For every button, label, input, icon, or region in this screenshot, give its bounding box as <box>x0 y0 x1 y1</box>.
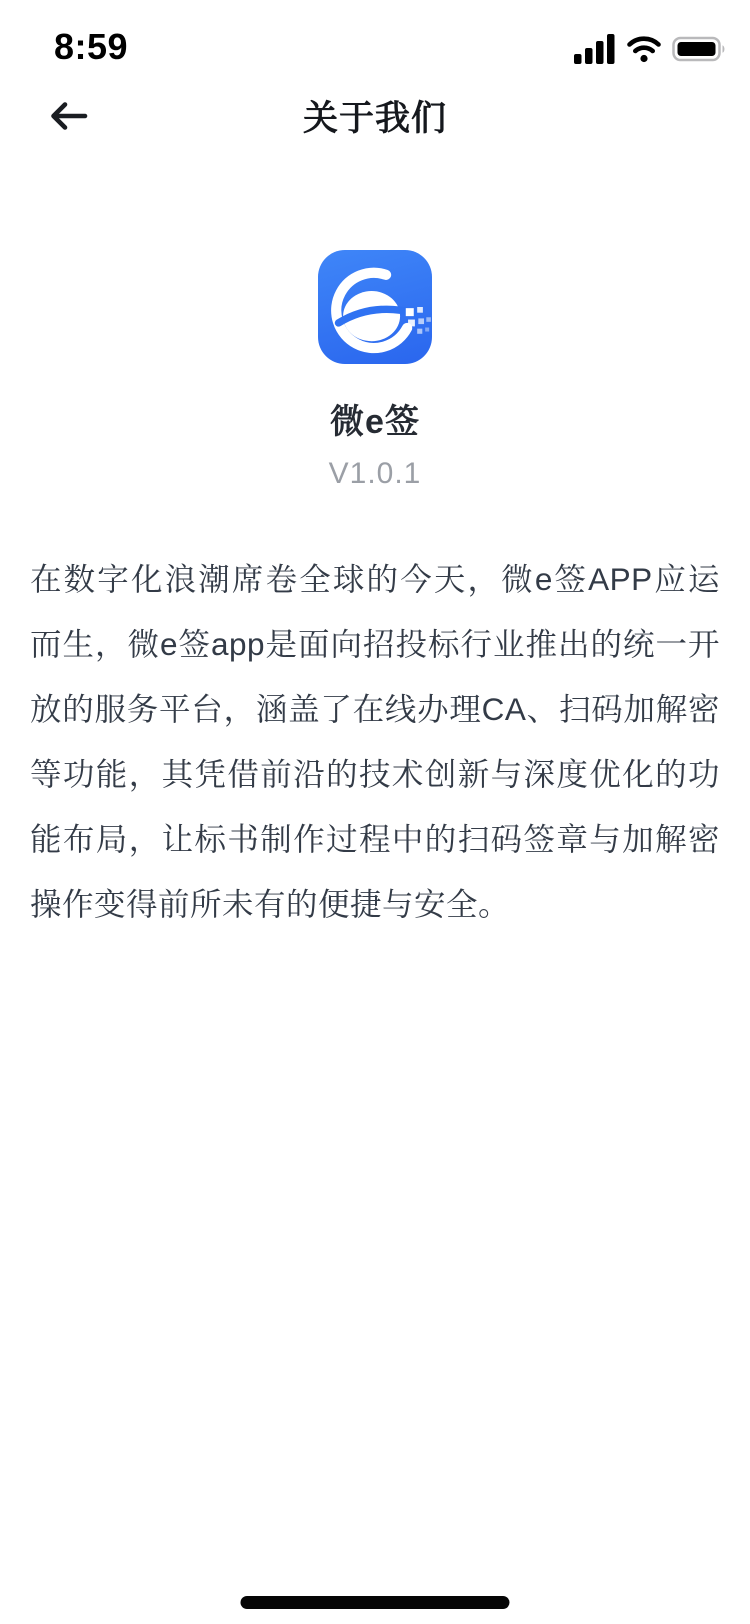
status-icons <box>574 34 726 68</box>
wifi-icon <box>626 36 662 63</box>
navigation-bar <box>0 72 750 160</box>
back-button[interactable] <box>40 91 96 141</box>
status-bar <box>0 0 750 72</box>
app-name: 微e签 <box>330 403 420 441</box>
app-version: V1.0.1 <box>328 457 422 490</box>
about-content <box>0 250 750 937</box>
status-time: 8:59 <box>54 26 129 67</box>
arrow-left-icon <box>48 121 88 136</box>
battery-icon <box>672 36 726 62</box>
home-indicator[interactable] <box>241 1596 510 1609</box>
cellular-signal-icon <box>574 34 616 64</box>
about-paragraph: 在数字化浪潮席卷全球的今天，微e签APP应运而生，微e签app是面向招投标行业推出的统一开放的服务平台，涵盖了在线办理CA、扫码加解密等功能，其凭借前沿的技术创新与深度优化的功能布局，让标书制作过程中的扫码签章与加解密操作变得前所未有的便捷与安全。 <box>30 561 720 922</box>
app-logo-icon <box>318 250 432 364</box>
page-title: 关于我们 <box>302 99 447 138</box>
